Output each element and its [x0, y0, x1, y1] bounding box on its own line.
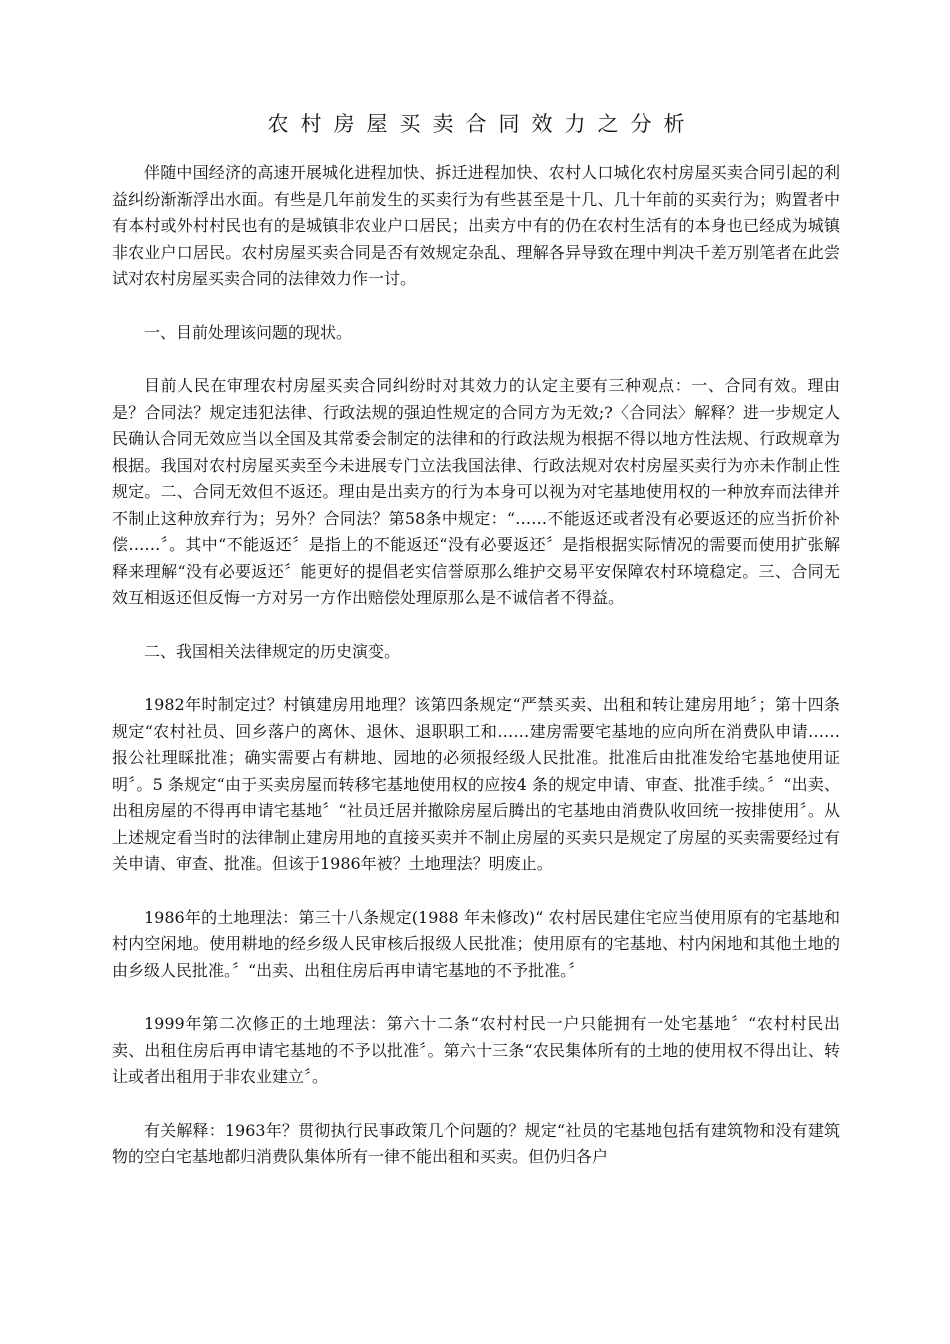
paragraph-intro: 伴随中国经济的高速开展城化进程加快、拆迁进程加快、农村人口城化农村房屋买卖合同引起的利益纠纷渐渐浮出水面。有些是几年前发生的买卖行为有些甚至是十几、几十年前的买卖行为；购置者中有本村或外村村民也有的是城镇非农业户口居民；出卖方中有的仍在农村生活有的本身也已经成为城镇非农业户口居民。农村房屋买卖合同是否有效规定杂乱、理解各异导致在理中判决千差万别笔者在此尝试对农村房屋买卖合同的法律效力作一讨。	[112, 163, 840, 288]
section-heading-1: 一、目前处理该问题的现状。	[144, 322, 353, 342]
paragraph-1999: 1999年第二次修正的土地理法：第六十二条“农村村民一户只能拥有一处宅基地〞“农村村民出卖、出租住房后再申请宅基地的不予以批准〞。第六十三条“农民集体所有的土地的使用权不得出让、转让或者出租用于非农业建立〞。	[112, 1014, 840, 1086]
section-heading-2: 二、我国相关法律规定的历史演变。	[144, 641, 401, 661]
paragraph-1986: 1986年的土地理法：第三十八条规定(1988 年未修改)“ 农村居民建住宅应当使用原有的宅基地和村内空闲地。使用耕地的经乡级人民审核后报级人民批准；使用原有的宅基地、村内闲地和其他土地的由乡级人民批准。〞“出卖、出租住房后再申请宅基地的不予批准。〞	[112, 907, 840, 980]
paragraph-current-views: 目前人民在审理农村房屋买卖合同纠纷时对其效力的认定主要有三种观点：一、合同有效。理由是？合同法？规定违犯法律、行政法规的强迫性规定的合同方为无效;?〈合同法〉解释？进一步规定人民确认合同无效应当以全国及其常委会制定的法律和的行政法规为根据不得以地方性法规、行政规章为根据。我国对农村房屋买卖至今未进展专门立法我国法律、行政法规对农村房屋买卖行为亦未作制止性规定。二、合同无效但不返还。理由是出卖方的行为本身可以视为对宅基地使用权的一种放弃而法律并不制止这种放弃行为；另外？合同法？第58条中规定：“……不能返还或者没有必要返还的应当折价补偿……〞。其中“不能返还〞是指上的不能返还“没有必要返还〞是指根据实际情况的需要而使用扩张解释来理解“没有必要返还〞能更好的提倡老实信誉原那么维护交易平安保障农村环境稳定。三、合同无效互相返还但反悔一方对另一方作出赔偿处理原那么是不诚信者不得益。	[112, 376, 840, 607]
document-page	[112, 108, 840, 1198]
paragraph-interpretation: 有关解释：1963年？贯彻执行民事政策几个问题的？规定“社员的宅基地包括有建筑物和没有建筑物的空白宅基地都归消费队集体所有一律不能出租和买卖。但仍归各户	[112, 1120, 840, 1166]
document-title: 农村房屋买卖合同效力之分析	[267, 112, 697, 136]
paragraph-1982: 1982年时制定过？村镇建房用地理？该第四条规定“严禁买卖、出租和转让建房用地〞；第十四条规定“农村社员、回乡落户的离休、退休、退职职工和……建房需要宅基地的应向所在消费队申请……报公社理睬批准；确实需要占有耕地、园地的必须报经级人民批准。批准后由批准发给宅基地使用证明〞。5 条规定“由于买卖房屋而转移宅基地使用权的应按4 条的规定申请、审查、批准手续。〞“出卖、出租房屋的不得再申请宅基地〞“社员迁居并撤除房屋后腾出的宅基地由消费队收回统一按排使用〞。从上述规定看当时的法律制止建房用地的直接买卖并不制止房屋的买卖只是规定了房屋的买卖需要经过有关申请、审查、批准。但该于1986年被？土地理法？明废止。	[112, 695, 840, 873]
